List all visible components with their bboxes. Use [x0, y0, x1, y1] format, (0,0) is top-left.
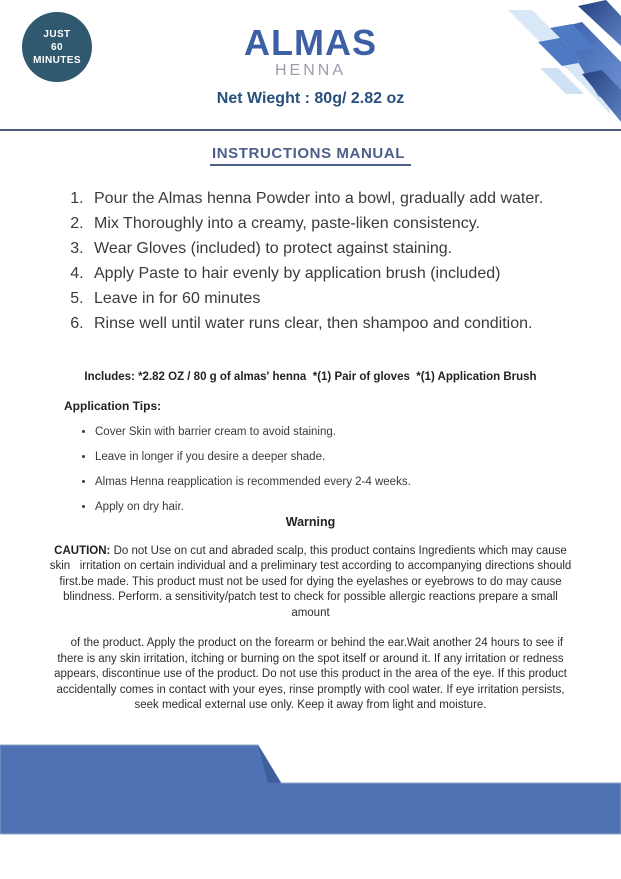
- badge-line: 60: [51, 41, 63, 53]
- application-tips-list: [72, 426, 575, 526]
- instruction-step: 4. Apply Paste to hair evenly by application brush (included): [88, 265, 608, 282]
- warning-title: Warning: [285, 515, 336, 529]
- instruction-step: 3. Wear Gloves (included) to protect against staining.: [88, 240, 608, 257]
- application-tip: • Cover Skin with barrier cream to avoid staining.: [95, 426, 575, 439]
- instruction-step: 5. Leave in for 60 minutes: [88, 290, 608, 307]
- instruction-steps-list: [52, 190, 608, 340]
- bottom-band-shape: [0, 740, 621, 840]
- badge-line: MINUTES: [33, 54, 81, 66]
- manual-title: INSTRUCTIONS MANUAL: [210, 145, 411, 166]
- application-tip: • Almas Henna reapplication is recommended every 2-4 weeks.: [95, 476, 575, 489]
- instruction-step: 6. Rinse well until water runs clear, then shampoo and condition.: [88, 315, 608, 332]
- instruction-step: 1. Pour the Almas henna Powder into a bowl, gradually add water.: [88, 190, 608, 207]
- application-tip: • Apply on dry hair.: [95, 501, 575, 514]
- badge-line: JUST: [43, 28, 71, 40]
- brand-subtitle: HENNA: [274, 62, 346, 79]
- warning-text-part2: of the product. Apply the product on the forearm or behind the ear.Wait another 24 hours to see if there is any skin irritation, itching or burning on the spot itself or around it. If any irritation or redness appears, discontinue use of the product. Do not use this product in the area of the eye. If this product accidentally comes in contact with your eyes, rinse promptly with cool water. If eye irritation persists, seek medical external use only. Keep it away from light and moisture.: [54, 637, 571, 712]
- corner-shards-icon: [480, 0, 621, 130]
- header-divider-line: [0, 129, 621, 131]
- brand-title: ALMAS: [244, 22, 377, 63]
- application-tips-title: Application Tips:: [64, 399, 162, 413]
- warning-body: [48, 544, 573, 729]
- application-tip: • Leave in longer if you desire a deeper shade.: [95, 451, 575, 464]
- caution-label: CAUTION:: [54, 545, 111, 557]
- warning-text-part1: Do not Use on cut and abraded scalp, this product contains Ingredients which may cause skin irritation on certain individual and a preliminary test according to accompanying directions should first.be made. This product must not be used for dying the eyelashes or eyebrows to do may cause blindness. Perform. a sensitivity/patch test to check for possible allergic reactions prepare a small amount: [49, 545, 575, 619]
- manual-title-wrap: [0, 145, 621, 166]
- includes-line: Includes: *2.82 OZ / 80 g of almas' henna *(1) Pair of gloves *(1) Application Brush: [84, 371, 537, 383]
- instruction-step: 2. Mix Thoroughly into a creamy, paste-liken consistency.: [88, 215, 608, 232]
- net-weight-text: Net Wieght : 80g/ 2.82 oz: [216, 90, 405, 107]
